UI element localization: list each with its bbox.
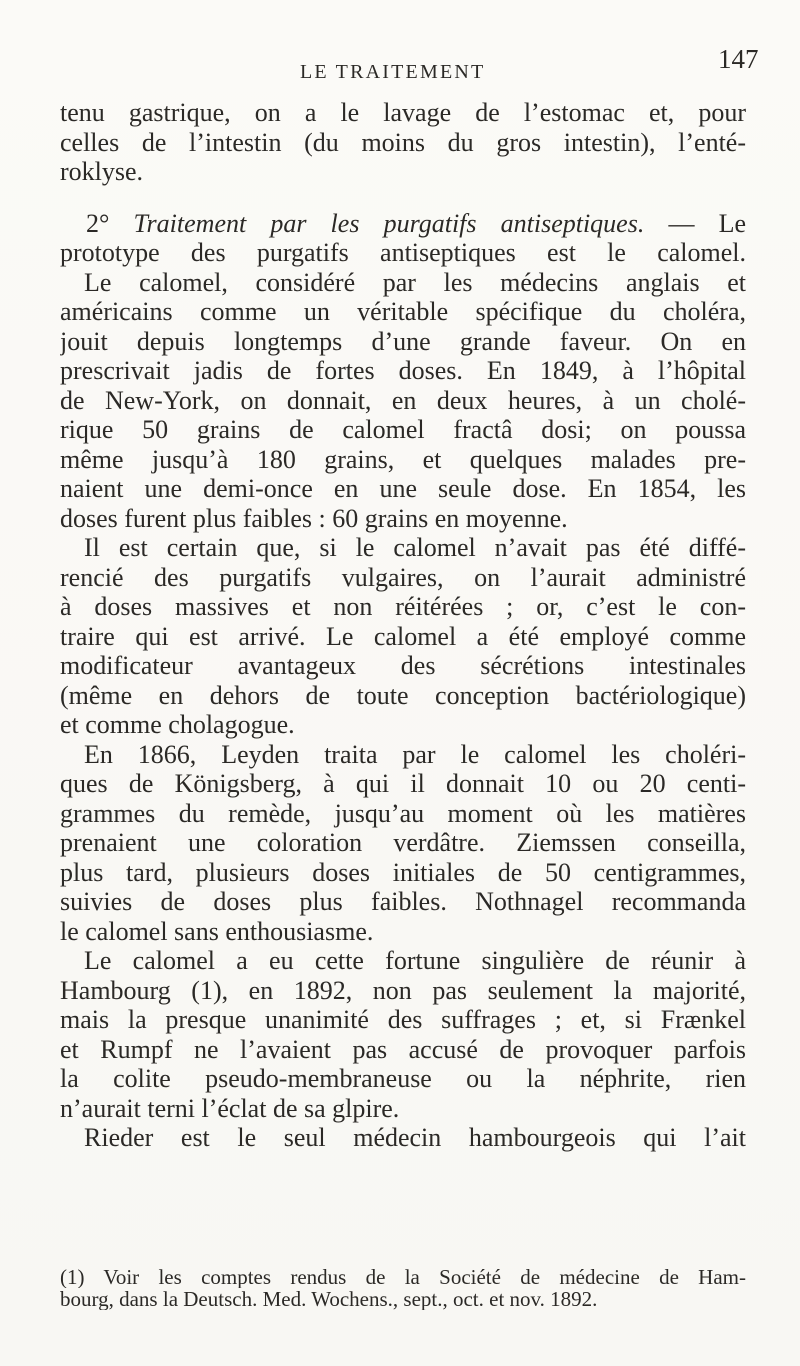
text-line: prototype des purgatifs antiseptiques est le calomel. <box>60 238 746 267</box>
footnote-line: bourg, dans la Deutsch. Med. Wochens., sept., oct. et nov. 1892. <box>60 1288 598 1310</box>
text-line: n’aurait terni l’éclat de sa glpire. <box>60 1093 400 1123</box>
text-line: roklyse. <box>60 157 144 186</box>
text-line: à doses massives et non réitérées ; or, c’est le con- <box>60 592 746 621</box>
running-title: LE TRAITEMENT <box>300 61 486 83</box>
text-line: tenu gastrique, on a le lavage de l’estomac et, pour <box>60 98 746 127</box>
paragraph <box>60 740 746 947</box>
footnote <box>60 1266 746 1310</box>
text-line: Rieder est le seul médecin hambourgeois qui l’ait <box>84 1123 746 1152</box>
section-heading-paragraph <box>60 209 746 268</box>
paragraph <box>60 98 746 187</box>
text-line: jouit depuis longtemps d’une grande faveur. On en <box>60 326 746 356</box>
text-line: américains comme un véritable spécifique du choléra, <box>60 297 746 326</box>
body-text <box>60 98 746 1153</box>
text-line: naient une demi-once en une seule dose. En 1854, les <box>60 474 746 503</box>
paragraph <box>60 268 746 534</box>
text-line: En 1866, Leyden traita par le calomel les choléri- <box>84 739 746 769</box>
text-line: rencié des purgatifs vulgaires, on l’aurait administré <box>60 562 746 592</box>
text-line: Le calomel, considéré par les médecins anglais et <box>84 267 746 297</box>
text-line: et comme cholagogue. <box>60 710 295 739</box>
text-line: Il est certain que, si le calomel n’avait pas été diffé- <box>84 533 746 562</box>
running-header <box>0 40 800 90</box>
text-line: (même en dehors de toute conception bactériologique) <box>60 680 746 710</box>
text-line: même jusqu’à 180 grains, et quelques malades pre- <box>60 444 746 474</box>
section-heading-line <box>60 209 746 239</box>
text-line: celles de l’intestin (du moins du gros intestin), l’enté- <box>60 127 746 157</box>
text-line: et Rumpf ne l’avaient pas accusé de provoquer parfois <box>60 1034 746 1064</box>
text-line: plus tard, plusieurs doses initiales de 50 centigrammes, <box>60 857 746 887</box>
text-line: ques de Königsberg, à qui il donnait 10 ou 20 centi- <box>60 769 746 798</box>
page-number: 147 <box>718 44 759 74</box>
text-line: doses furent plus faibles : 60 grains en moyenne. <box>60 503 568 533</box>
section-heading-rest: — Le <box>644 208 746 238</box>
section-number: 2° <box>86 208 134 238</box>
footnote-line: (1) Voir les comptes rendus de la Société de médecine de Ham- <box>60 1266 746 1288</box>
text-line: modificateur avantageux des sécrétions intestinales <box>60 651 746 680</box>
text-line: de New-York, on donnait, en deux heures, à un cholé- <box>60 385 746 415</box>
text-line: Le calomel a eu cette fortune singulière de réunir à <box>84 946 746 975</box>
text-line: grammes du remède, jusqu’au moment où les matières <box>60 798 746 828</box>
section-heading: Traitement par les purgatifs antiseptiques. <box>133 208 645 238</box>
paragraph <box>60 533 746 740</box>
text-line: traire qui est arrivé. Le calomel a été employé comme <box>60 621 746 651</box>
text-line: mais la presque unanimité des suffrages ; et, si Frænkel <box>60 1005 746 1034</box>
paragraph <box>60 946 746 1153</box>
text-line: rique 50 grains de calomel fractâ dosi; on poussa <box>60 415 746 444</box>
text-line: prenaient une coloration verdâtre. Ziemssen conseilla, <box>60 828 746 857</box>
text-line: le calomel sans enthousiasme. <box>60 916 374 946</box>
text-line: prescrivait jadis de fortes doses. En 1849, à l’hôpital <box>60 356 746 385</box>
text-line: la colite pseudo-membraneuse ou la néphrite, rien <box>60 1064 746 1093</box>
paragraph-gap <box>60 187 746 209</box>
text-line: suivies de doses plus faibles. Nothnagel recommanda <box>60 887 746 916</box>
text-line: Hambourg (1), en 1892, non pas seulement la majorité, <box>60 975 746 1005</box>
